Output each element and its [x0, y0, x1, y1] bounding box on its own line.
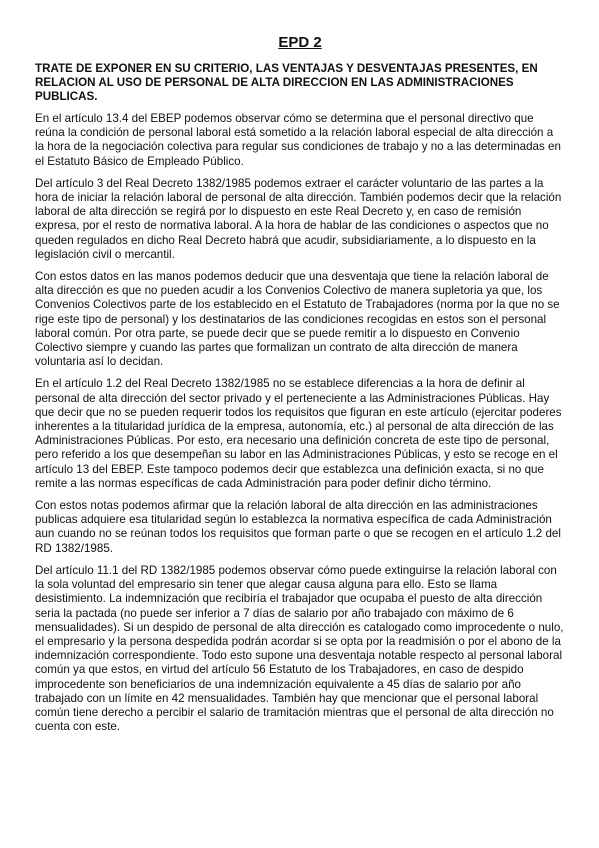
paragraph-5: Con estos notas podemos afirmar que la relación laboral de alta dirección en las administraciones publicas adquiere esa titularidad según lo establezca la normativa específica de cada Administración aun cuando no se reúnan todos los requisitos que forman parte o que se recogen en el artículo 1.2 del RD 1382/1985.	[35, 499, 561, 555]
paragraph-6: Del artículo 11.1 del RD 1382/1985 podemos observar cómo puede extinguirse la relación laboral con la sola voluntad del empresario sin tener que alegar causa alguna para ello. Esto se llama desistimiento. La indemnización que recibiría el trabajador que ocupaba el puesto de alta dirección seria la pactada (no puede ser inferior a 7 días de salario por año trabajado con máximo de 6 mensualidades). Si un despido de personal de alta dirección es catalogado como improcedente o nulo, el empresario y la persona despedida podrán acordar si se opta por la readmisión o por el abono de la indemnización correspondiente. Todo esto supone una desventaja notable respecto al personal laboral común ya que estos, en virtud del artículo 56 Estatuto de los Trabajadores, en caso de despido improcedente son beneficiarios de una indemnización equivalente a 45 días de salario por año trabajado con un límite en 42 mensualidades. También hay que mencionar que el personal laboral común tiene derecho a percibir el salario de tramitación mientras que el personal de alta dirección no cuenta con este.	[35, 563, 564, 734]
paragraph-2: Del artículo 3 del Real Decreto 1382/1985 podemos extraer el carácter voluntario de las partes a la hora de iniciar la relación laboral de personal de alta dirección. También podemos decir que la relación laboral de alta dirección se regirá por lo dispuesto en este Real Decreto y, en caso de remisión expresa, por el resto de normativa laboral. A la hora de hablar de las condiciones o aspectos que no queden regulados en dicho Real Decreto habrá que acudir, subsidiariamente, a lo dispuesto en la legislación civil o mercantil.	[35, 176, 562, 261]
paragraph-1: En el artículo 13.4 del EBEP podemos observar cómo se determina que el personal directivo que reúna la condición de personal laboral está sometido a la relación laboral especial de alta dirección a la hora de la negociación colectiva para regular sus condiciones de trabajo y no a las determinadas en el Estatuto Básico de Empleado Público.	[35, 112, 561, 168]
question-heading: TRATE DE EXPONER EN SU CRITERIO, LAS VENTAJAS Y DESVENTAJAS PRESENTES, EN RELACION AL USO DE PERSONAL DE ALTA DIRECCION EN LAS ADMINISTRACIONES PUBLICAS.	[35, 62, 538, 103]
document-title: EPD 2	[278, 34, 322, 51]
paragraph-4: En el artículo 1.2 del Real Decreto 1382/1985 no se establece diferencias a la hora de definir al personal de alta dirección del sector privado y el perteneciente a las Administraciones Públicas. Hay que decir que no se pueden requerir todos los requisitos que figuran en este artículo (ejercitar poderes inherentes a la titularidad jurídica de la empresa, autonomía, etc.) al personal de alta dirección de las Administraciones Públicas. Por esto, era necesario una definición concreta de este tipo de personal, pero referido a los que desempeñan su labor en las Administraciones Públicas, y esto se recoge en el artículo 13 del EBEP. Este tampoco podemos decir que establezca una definición exacta, si no que remite a las normas específicas de cada Administración para poder definir dicho término.	[35, 377, 562, 490]
document-page	[35, 34, 565, 742]
paragraph-3: Con estos datos en las manos podemos deducir que una desventaja que tiene la relación laboral de alta dirección es que no pueden acudir a los Convenios Colectivo de manera supletoria ya que, los Convenios Colectivos parte de los establecido en el Estatuto de Trabajadores (norma por la que no se rige este tipo de personal) y los destinatarios de las condiciones recogidas en estos son el personal laboral común. Por otra parte, se puede decir que se puede remitir a lo dispuesto en Convenio Colectivo siempre y cuando las partes que formalizan un contrato de alta dirección de manera voluntaria así lo decidan.	[35, 270, 560, 369]
